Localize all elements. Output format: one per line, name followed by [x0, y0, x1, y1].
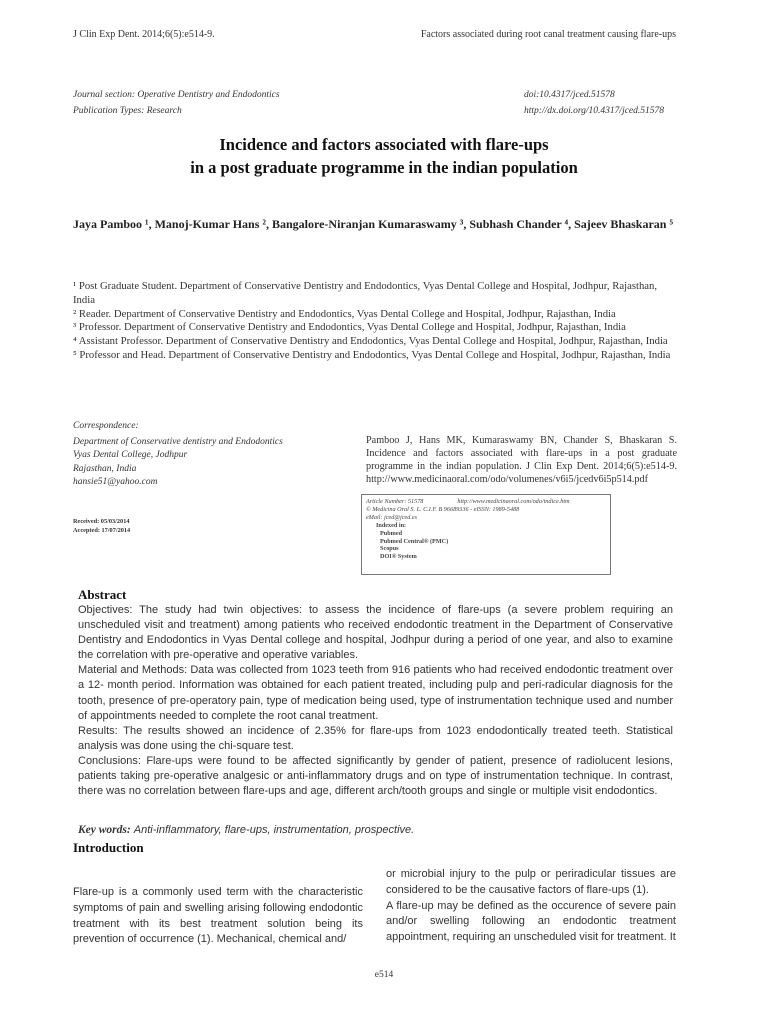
correspondence-email[interactable]: hansie51@yahoo.com [73, 477, 158, 487]
index-entry: Pubmed Central® (PMC) [380, 537, 449, 545]
doi: doi:10.4317/jced.51578 [524, 90, 615, 100]
doi-link[interactable]: http://dx.doi.org/10.4317/jced.51578 [524, 106, 665, 116]
correspondence [73, 420, 333, 490]
copyright: © Medicina Oral S. L. C.I.F. B 96689336 - eISSN: 1989-5488 [366, 505, 520, 513]
affiliation-2: ² Reader. Department of Conservative Dentistry and Endodontics, Vyas Dental College and Hospital, Jodhpur, Rajasthan, India [73, 307, 616, 320]
abstract-conclusions: Conclusions: Flare-ups were found to be affected significantly by gender of patient, presence of radiolucent lesions, patients taking pre-operative analgesic or anti-inflammatory drugs and on type of instrumentation technique. In contrast, there was no correlation between flare-ups and age, different arch/tooth groups and single or multiple visit endodontics. [78, 754, 673, 798]
article-title [60, 133, 708, 179]
index-entry: Scopus [380, 545, 399, 553]
introduction-paragraph: Flare-up is a commonly used term with the characteristic symptoms of pain and swelling arising following endodontic treatment with its best treatment solution being its prevention of occurrence (1). Mechanical, chemical and/ [73, 886, 363, 946]
journal-email: eMail: jced@jced.es [366, 513, 418, 521]
citation: Pamboo J, Hans MK, Kumaraswamy BN, Chander S, Bhaskaran S. Incidence and factors associated with flare-ups in a post graduate programme in the indian population. J Clin Exp Dent. 2014;6(5):e514-9. http://www.medicinaoral.com/odo/volumenes/v6i5/jcedv6i5p514.pdf [366, 435, 677, 485]
article-number: Article Number: 51578 [366, 498, 424, 505]
introduction-heading: Introduction [73, 840, 144, 855]
received-date: Received: 05/03/2014 [73, 518, 130, 525]
abstract-objectives: Objectives: The study had twin objectives: to assess the incidence of flare-ups (a severe problem requiring an unscheduled visit and treatment) among patients who received endodontic treatment in the Department of Conservative Dentistry and Endodontics in Vyas Dental college and hospital, Jodhpur during a period of one year, and also to examine the correlation with pre-operative and operative variables. [78, 604, 673, 662]
keywords [78, 824, 414, 836]
publication-type: Publication Types: Research [73, 106, 182, 116]
correspondence-line: Department of Conservative dentistry and Endodontics [73, 436, 283, 447]
correspondence-line: Rajasthan, India [73, 463, 137, 474]
affiliation-4: ⁴ Assistant Professor. Department of Conservative Dentistry and Endodontics, Vyas Dental College and Hospital, Jodhpur, Rajasthan, India [73, 335, 668, 348]
running-header-title: Factors associated during root canal treatment causing flare-ups [420, 29, 676, 40]
abstract-body [78, 603, 673, 799]
abstract-results: Results: The results showed an incidence of 2.35% for flare-ups from 1023 endodontically treated teeth. Statistical analysis was done using the chi-square test. [78, 724, 673, 752]
running-header-citation: J Clin Exp Dent. 2014;6(5):e514-9. [73, 29, 215, 40]
article-number-row [366, 498, 606, 506]
introduction-column-left [73, 885, 363, 948]
accepted-date: Accepted: 17/07/2014 [73, 527, 131, 534]
affiliation-5: ⁵ Professor and Head. Department of Conservative Dentistry and Endodontics, Vyas Dental College and Hospital, Jodhpur, Rajasthan, India [73, 348, 671, 361]
title-line-1: Incidence and factors associated with flare-ups [219, 135, 549, 154]
title-line-2: in a post graduate programme in the indian population [190, 158, 578, 177]
introduction-column-right [386, 867, 676, 946]
correspondence-heading: Correspondence: [73, 421, 139, 431]
dates [73, 517, 130, 535]
affiliation-1: ¹ Post Graduate Student. Department of Conservative Dentistry and Endodontics, Vyas Dental College and Hospital, Jodhpur, Rajasthan, India [73, 280, 658, 306]
introduction-paragraph: A flare-up may be defined as the occurence of severe pain and/or swelling following an endodontic treatment appointment, requiring an unscheduled visit for treatment. It [386, 899, 676, 944]
affiliation-3: ³ Professor. Department of Conservative Dentistry and Endodontics, Vyas Dental College and Hospital, Jodhpur, Rajasthan, India [73, 321, 626, 334]
journal-index-link[interactable]: http://www.medicinaoral.com/odo/indice.htm [457, 498, 570, 505]
abstract-heading: Abstract [78, 587, 127, 602]
indexed-in-label: Indexed in: [376, 521, 407, 529]
author-list: Jaya Pamboo ¹, Manoj-Kumar Hans ², Bangalore-Niranjan Kumaraswamy ³, Subhash Chander ⁴, Sajeev Bhaskaran ⁵ [73, 217, 674, 231]
article-info-box [361, 494, 611, 575]
abstract-methods: Material and Methods: Data was collected from 1023 teeth from 916 patients who had received endodontic treatment over a 12- month period. Information was obtained for each patient treated, including pulp and peri-radicular diagnosis for the tooth, presence of pre-operatory pain, type of medication being used, type of instrumentation technique used and number of appointments needed to complete the root canal treatment. [78, 664, 673, 722]
affiliations [73, 280, 677, 363]
keywords-label: Key words: [78, 824, 131, 836]
index-entry: Pubmed [380, 529, 403, 537]
keywords-text: Anti-inflammatory, flare-ups, instrumentation, prospective. [133, 824, 415, 836]
journal-section: Journal section: Operative Dentistry and Endodontics [73, 90, 280, 100]
journal-meta [73, 87, 280, 119]
index-entry: DOI® System [380, 553, 417, 561]
doi-block [524, 87, 664, 119]
page-number: e514 [374, 970, 394, 980]
correspondence-line: Vyas Dental College, Jodhpur [73, 450, 188, 460]
introduction-paragraph: or microbial injury to the pulp or periradicular tissues are considered to be the causative factors of flare-ups (1). [386, 868, 676, 896]
